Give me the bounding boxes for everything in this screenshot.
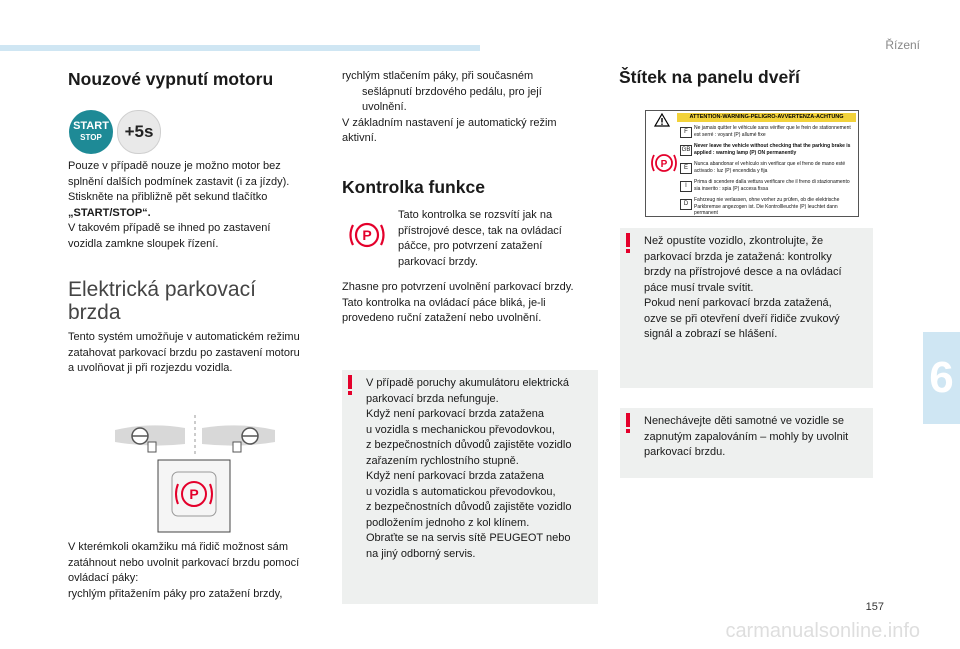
lamp-off-text bbox=[342, 280, 612, 327]
page-number: 157 bbox=[865, 601, 884, 613]
text-line: zařazením rychlostního stupně. bbox=[366, 454, 519, 467]
text-line: u vozidla s mechanickou převodovkou, bbox=[366, 423, 555, 436]
text-line: parkovací brzdu. bbox=[644, 446, 726, 458]
release-bullet bbox=[342, 69, 607, 147]
warning-triangle-icon bbox=[654, 113, 670, 127]
language-code: F bbox=[680, 127, 692, 138]
svg-text:P: P bbox=[660, 159, 668, 170]
svg-text:P: P bbox=[189, 486, 199, 502]
manual-control-text bbox=[68, 540, 338, 602]
text-line: zatáhnout nebo uvolnit parkovací brzdu pomocí bbox=[68, 556, 300, 569]
language-code: GB bbox=[680, 145, 692, 156]
label-header: ATTENTION-WARNING-PELIGRO-AVVERTENZA-ACHTUNG bbox=[677, 113, 856, 122]
text-line: V kterémkoli okamžiku má řidič možnost sám bbox=[68, 541, 289, 553]
text-line: ozve se při otevření dveří řidiče zvukový bbox=[644, 312, 840, 325]
door-warning-label bbox=[645, 110, 859, 217]
text-line: parkovací brzda je zatažená: kontrolky bbox=[644, 250, 832, 263]
footer-watermark: carmanualsonline.info bbox=[725, 620, 920, 642]
text-line: vozidla zamkne sloupek řízení. bbox=[68, 237, 219, 250]
text-line: aktivní. bbox=[342, 132, 377, 144]
steering-wheel-icon bbox=[132, 428, 148, 444]
text-line: Pouze v případě nouze je možno motor bez bbox=[68, 160, 281, 172]
chapter-tab bbox=[923, 332, 960, 424]
label-row bbox=[680, 160, 856, 176]
text-line: přístrojové desce, tak na ovládací bbox=[398, 224, 562, 237]
bullet-item: rychlým přitažením páky pro zatažení brzdy, bbox=[68, 587, 283, 600]
text-line: Tato kontrolka na ovládací páce bliká, je-li bbox=[342, 296, 546, 309]
text-line: Když není parkovací brzda zatažena bbox=[366, 470, 544, 482]
label-row bbox=[680, 196, 856, 216]
door-label-title: Štítek na panelu dveří bbox=[619, 67, 800, 87]
text-line: zapnutým zapalováním – mohly by uvolnit bbox=[644, 430, 849, 443]
bullet-item: rychlým stlačením páky, při současném bbox=[342, 70, 534, 82]
section-title: Řízení bbox=[885, 38, 920, 52]
plus5-label: +5s bbox=[124, 122, 154, 141]
lamp-text bbox=[398, 208, 598, 270]
start-stop-button-icon bbox=[69, 110, 113, 154]
text-line: sešlápnutí brzdového pedálu, pro její bbox=[362, 85, 542, 98]
text-line: Stiskněte na přibližně pět sekund tlačítko bbox=[68, 191, 268, 203]
steering-wheel-icon bbox=[242, 428, 258, 444]
text-line: Než opustíte vozidlo, zkontrolujte, že bbox=[644, 235, 824, 247]
label-text: Nunca abandonar el vehículo sin verificar que el freno de mano esté activado : luz (P) encendida y fija bbox=[694, 161, 846, 174]
label-text: Never leave the vehicle without checking that the parking brake is applied : warning lamp (P) ON permanently bbox=[694, 143, 851, 156]
warning-exclamation-icon bbox=[624, 412, 632, 434]
epb-title-line: brzda bbox=[68, 301, 121, 324]
label-row bbox=[680, 124, 856, 140]
header-accent-bar bbox=[0, 45, 480, 51]
chapter-number: 6 bbox=[929, 353, 954, 402]
children-warning-box bbox=[620, 408, 873, 478]
epb-title-line: Elektrická parkovací bbox=[68, 278, 256, 301]
text-line: Tato kontrolka se rozsvítí jak na bbox=[398, 209, 553, 221]
text-line: z bezpečnostních důvodů zajistěte vozidlo bbox=[366, 439, 572, 451]
language-code: E bbox=[680, 163, 692, 174]
text-line: Zhasne pro potvrzení uvolnění parkovací brzdy. bbox=[342, 281, 574, 293]
text-line: u vozidla s automatickou převodovkou, bbox=[366, 485, 556, 498]
battery-warning-box bbox=[342, 370, 598, 604]
emergency-text bbox=[68, 159, 328, 252]
text-line: „START/STOP“. bbox=[68, 206, 151, 219]
text-line: V základním nastavení je automatický režim bbox=[342, 116, 557, 129]
text-line: ovládací páky: bbox=[68, 572, 139, 584]
language-code: I bbox=[680, 181, 692, 192]
svg-text:P: P bbox=[362, 227, 372, 243]
lamp-left bbox=[148, 442, 156, 452]
label-text: Ne jamais quitter le véhicule sans vérifier que le frein de stationnement est serré : voyant (P) allumé fixe bbox=[694, 125, 851, 138]
text-line: parkovací brzda nefunguje. bbox=[366, 392, 499, 405]
epb-title bbox=[68, 278, 256, 324]
epb-text bbox=[68, 330, 328, 377]
text-line: signál a zobrazí se hlášení. bbox=[644, 328, 778, 340]
text-line: V takovém případě se ihned po zastavení bbox=[68, 222, 271, 234]
text-line: Pokud není parkovací brzda zatažená, bbox=[644, 297, 832, 309]
warning-exclamation-icon bbox=[624, 232, 632, 254]
label-text: Fahrzeug nie verlassen, ohne vorher zu prüfen, ob die elektrische Parkbremse angezogen ist. Die Kontrollleuchte (P) leuchtet dann permanent bbox=[694, 197, 840, 216]
text-line: z bezpečnostních důvodů zajistěte vozidlo bbox=[366, 501, 572, 513]
text-line: brzdy na přístrojové desce a na ovládací bbox=[644, 266, 842, 278]
text-line: Nenechávejte děti samotné ve vozidle se bbox=[644, 415, 844, 427]
text-line: na jiný odborný servis. bbox=[366, 547, 476, 560]
dashboard-illustration bbox=[110, 410, 280, 535]
leave-vehicle-warning-box bbox=[620, 228, 873, 388]
text-line: páce musí trvale svítit. bbox=[644, 281, 754, 294]
text-line: uvolnění. bbox=[362, 101, 407, 113]
start-label: START bbox=[73, 120, 109, 132]
lamp-right bbox=[233, 442, 241, 452]
parking-brake-icon bbox=[348, 218, 386, 252]
text-line: Obraťte se na servis sítě PEUGEOT nebo bbox=[366, 532, 571, 544]
text-line: splnění dalších podmínek zastavit (i za jízdy). bbox=[68, 175, 290, 188]
text-line: podložením jednoho z kol klínem. bbox=[366, 516, 530, 529]
label-text: Prima di scendere dalla vettura verificare che il freno di stazionamento sia inserito : spia (P) accesa fissa bbox=[694, 179, 850, 192]
lamp-title: Kontrolka funkce bbox=[342, 177, 485, 197]
plus-five-seconds-icon bbox=[117, 110, 161, 154]
text-line: páčce, pro potvrzení zatažení bbox=[398, 240, 543, 252]
parking-brake-icon bbox=[651, 149, 677, 177]
text-line: V případě poruchy akumulátoru elektrická bbox=[366, 377, 569, 389]
text-line: a uvolňovat ji při rozjezdu vozidla. bbox=[68, 362, 233, 374]
label-row bbox=[680, 142, 856, 158]
text-line: provedeno ruční zatažení nebo uvolnění. bbox=[342, 312, 542, 324]
language-code: D bbox=[680, 199, 692, 210]
text-line: Když není parkovací brzda zatažena bbox=[366, 408, 544, 420]
emergency-title: Nouzové vypnutí motoru bbox=[68, 69, 274, 89]
warning-exclamation-icon bbox=[346, 374, 354, 396]
text-line: Tento systém umožňuje v automatickém režimu bbox=[68, 331, 300, 343]
label-row bbox=[680, 178, 856, 194]
text-line: parkovací brzdy. bbox=[398, 255, 478, 268]
text-line: zatahovat parkovací brzdu po zastavení motoru bbox=[68, 346, 300, 359]
stop-label: STOP bbox=[80, 133, 102, 142]
